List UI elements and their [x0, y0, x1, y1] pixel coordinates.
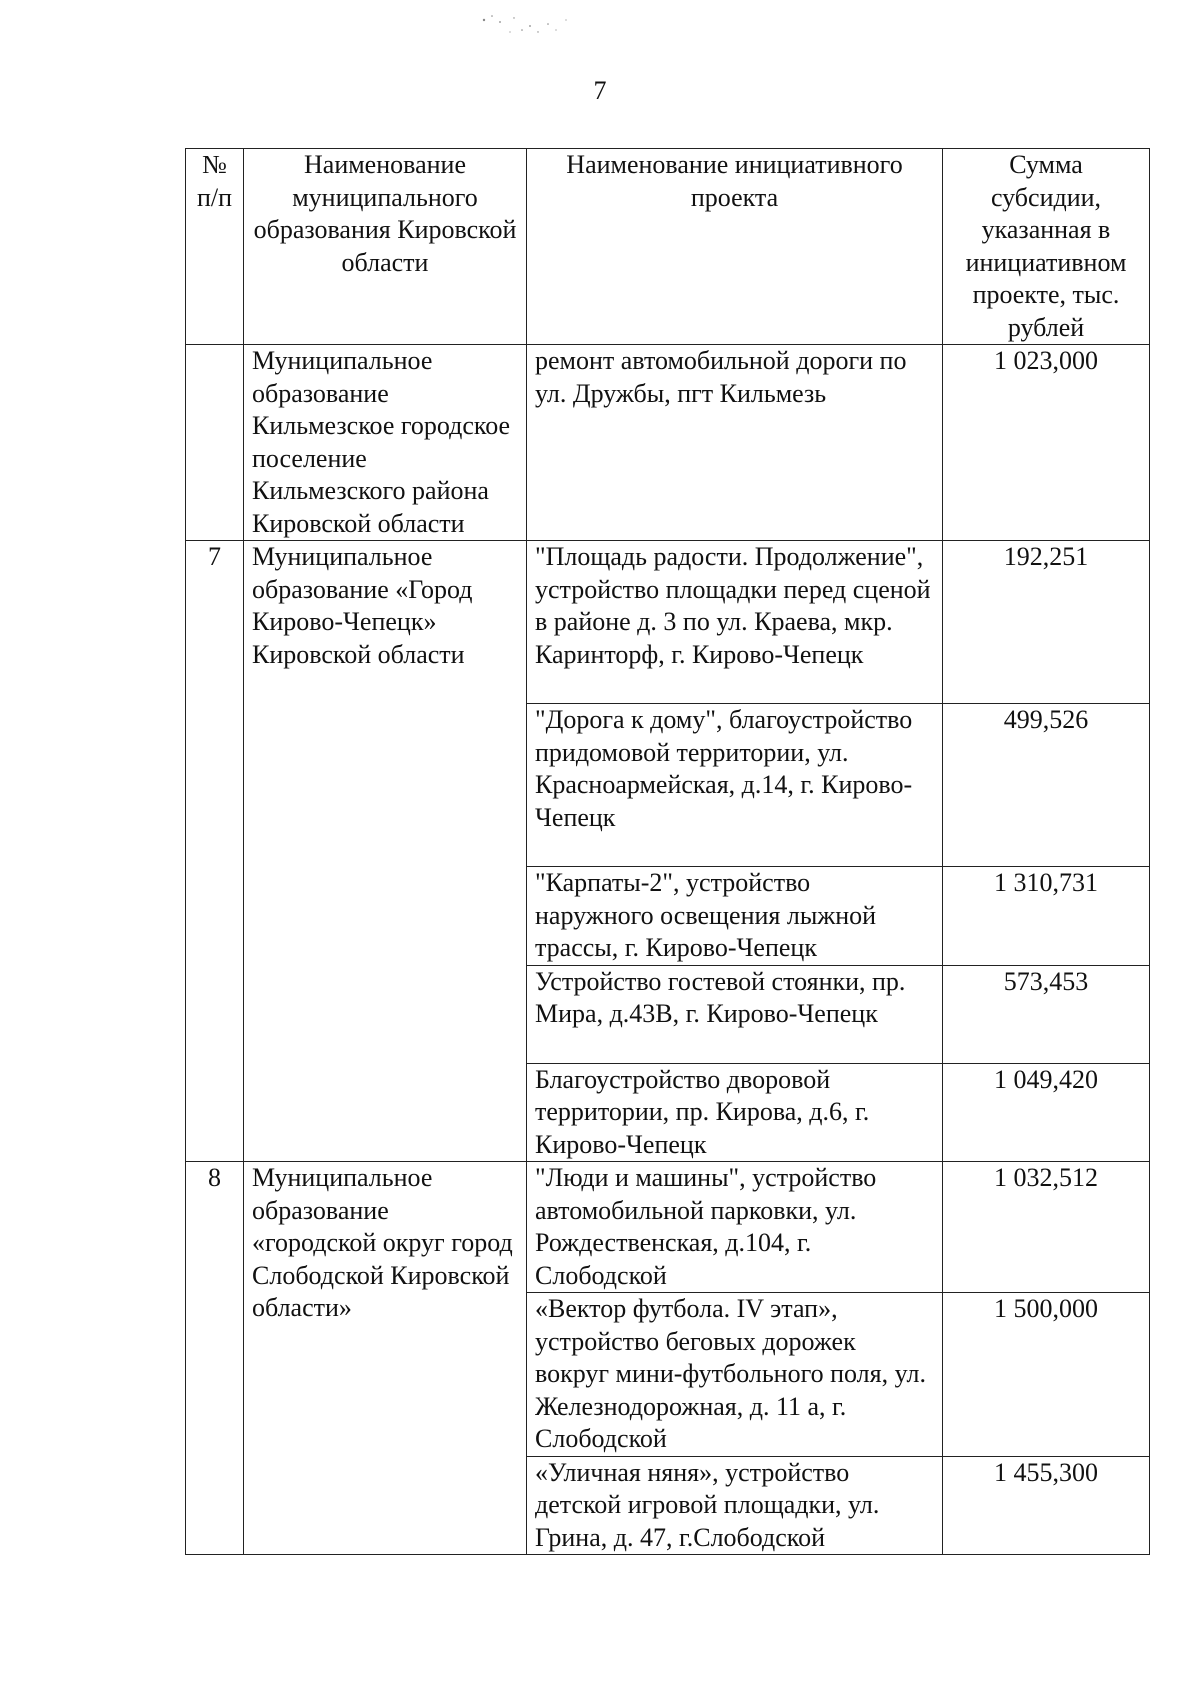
header-project: Наименование инициативного проекта	[527, 149, 943, 345]
table-row	[186, 541, 1150, 704]
project-cell: «Уличная няня», устройство детской игровой площадки, ул. Грина, д. 47, г.Слободской	[527, 1456, 943, 1555]
sum-cell: 1 049,420	[943, 1063, 1150, 1162]
project-cell: "Площадь радости. Продолжение", устройство площадки перед сценой в районе д. 3 по ул. Краева, мкр. Каринторф, г. Кирово-Чепецк	[527, 541, 943, 704]
row-number: 8	[186, 1162, 244, 1555]
table-header-row	[186, 149, 1150, 345]
project-cell: Устройство гостевой стоянки, пр. Мира, д.43В, г. Кирово-Чепецк	[527, 965, 943, 1063]
project-cell: Благоустройство дворовой территории, пр. Кирова, д.6, г. Кирово-Чепецк	[527, 1063, 943, 1162]
project-cell: "Дорога к дому", благоустройство придомовой территории, ул. Красноармейская, д.14, г. Кирово-Чепецк	[527, 704, 943, 867]
page-number: 7	[593, 76, 607, 105]
table-row	[186, 345, 1150, 541]
project-cell: "Карпаты-2", устройство наружного освещения лыжной трассы, г. Кирово-Чепецк	[527, 867, 943, 966]
project-cell: «Вектор футбола. IV этап», устройство беговых дорожек вокруг мини-футбольного поля, ул. Железнодорожная, д. 11 а, г. Слободской	[527, 1293, 943, 1457]
subsidy-table	[185, 148, 1150, 1555]
municipality-cell: Муниципальное образование «городской округ город Слободской Кировской области»	[244, 1162, 527, 1555]
sum-cell: 1 023,000	[943, 345, 1150, 541]
sum-cell: 1 500,000	[943, 1293, 1150, 1457]
project-cell: "Люди и машины", устройство автомобильной парковки, ул. Рождественская, д.104, г. Слободской	[527, 1162, 943, 1293]
scan-noise-mark	[470, 8, 600, 40]
municipality-cell: Муниципальное образование Кильмезское городское поселение Кильмезского района Кировской области	[244, 345, 527, 541]
sum-cell: 499,526	[943, 704, 1150, 867]
row-number: 7	[186, 541, 244, 1162]
project-cell: ремонт автомобильной дороги по ул. Дружбы, пгт Кильмезь	[527, 345, 943, 541]
sum-cell: 192,251	[943, 541, 1150, 704]
header-municipality: Наименование муниципального образования Кировской области	[244, 149, 527, 345]
table-row	[186, 1162, 1150, 1293]
header-num: № п/п	[186, 149, 244, 345]
sum-cell: 1 310,731	[943, 867, 1150, 966]
sum-cell: 573,453	[943, 965, 1150, 1063]
header-sum: Сумма субсидии, указанная в инициативном проекте, тыс. рублей	[943, 149, 1150, 345]
sum-cell: 1 032,512	[943, 1162, 1150, 1293]
sum-cell: 1 455,300	[943, 1456, 1150, 1555]
row-number	[186, 345, 244, 541]
municipality-cell: Муниципальное образование «Город Кирово-Чепецк» Кировской области	[244, 541, 527, 1162]
